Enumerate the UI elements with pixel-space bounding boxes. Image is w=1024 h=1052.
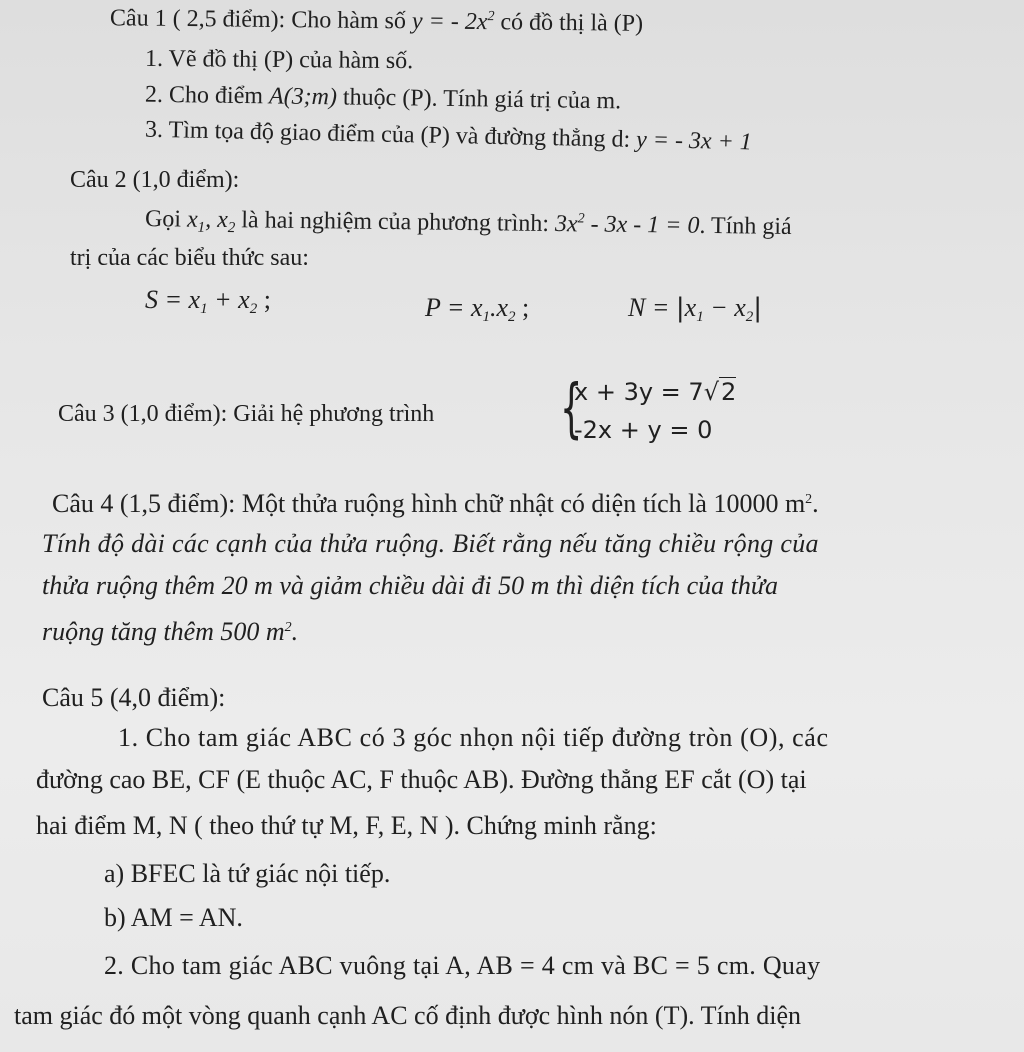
- q3-text: Câu 3 (1,0 điểm): Giải hệ phương trình: [58, 401, 435, 427]
- q1-function: y = - $2x^2$: [411, 8, 495, 36]
- q4-line4: ruộng tăng thêm 500 $m^2$.: [42, 617, 299, 646]
- q3-equation-system: [560, 372, 760, 452]
- q5-line5: tam giác đó một vòng quanh cạnh AC cố định được hình nón (T). Tính diện: [14, 1001, 802, 1030]
- q2-expr-s: $S = x_1 + x_2$ ;: [145, 285, 271, 317]
- q5-part-b: b) AM = AN.: [104, 903, 243, 932]
- q1-intro: Câu 1 ( 2,5 điểm): Cho hàm số y = - $2x^2$ có đồ thị là (P): [109, 5, 644, 37]
- q2-line1: Gọi $x_1$, $x_2$ là hai nghiệm của phương trình: $3x^2 - 3x - 1 = 0$. Tính giá: [144, 206, 792, 240]
- q2-title: Câu 2 (1,0 điểm):: [70, 167, 240, 193]
- q5-line4: 2. Cho tam giác ABC vuông tại A, AB = 4 cm và BC = 5 cm. Quay: [104, 951, 821, 980]
- q1-part3: 3. Tìm tọa độ giao điểm của (P) và đường thẳng d: y = - 3x + 1: [144, 116, 753, 156]
- q4-line1: Câu 4 (1,5 điểm): Một thửa ruộng hình chữ nhật có diện tích là 10000 $m^2$.: [52, 489, 819, 518]
- q5-title: Câu 5 (4,0 điểm):: [42, 683, 226, 712]
- q2-expr-n: $N = |x_1 - x_2|$: [628, 293, 763, 325]
- q4-line3: thửa ruộng thêm 20 m và giảm chiều dài đi 50 m thì diện tích của thửa: [42, 571, 779, 600]
- q2-line2: trị của các biểu thức sau:: [70, 245, 309, 271]
- q5-line3: hai điểm M, N ( theo thứ tự M, F, E, N ). Chứng minh rằng:: [36, 811, 657, 840]
- q5-part-a: a) BFEC là tứ giác nội tiếp.: [104, 859, 391, 888]
- q3-eq2: -2x + y = 0: [574, 416, 713, 444]
- q5-line1: 1. Cho tam giác ABC có 3 góc nhọn nội tiếp đường tròn (O), các: [118, 723, 829, 752]
- q5-line2: đường cao BE, CF (E thuộc AC, F thuộc AB). Đường thẳng EF cắt (O) tại: [36, 765, 807, 794]
- q1-part1: 1. Vẽ đồ thị (P) của hàm số.: [144, 45, 414, 75]
- q2-expr-p: $P = x_1.x_2$ ;: [425, 293, 530, 325]
- q4-line2: Tính độ dài các cạnh của thửa ruộng. Biết rằng nếu tăng chiều rộng của: [42, 529, 819, 558]
- system-brace: {: [560, 372, 583, 446]
- q3-eq1: x + 3y = 7√2: [574, 378, 737, 406]
- q1-part2: 2. Cho điểm A(3;m) thuộc (P). Tính giá trị của m.: [144, 81, 622, 115]
